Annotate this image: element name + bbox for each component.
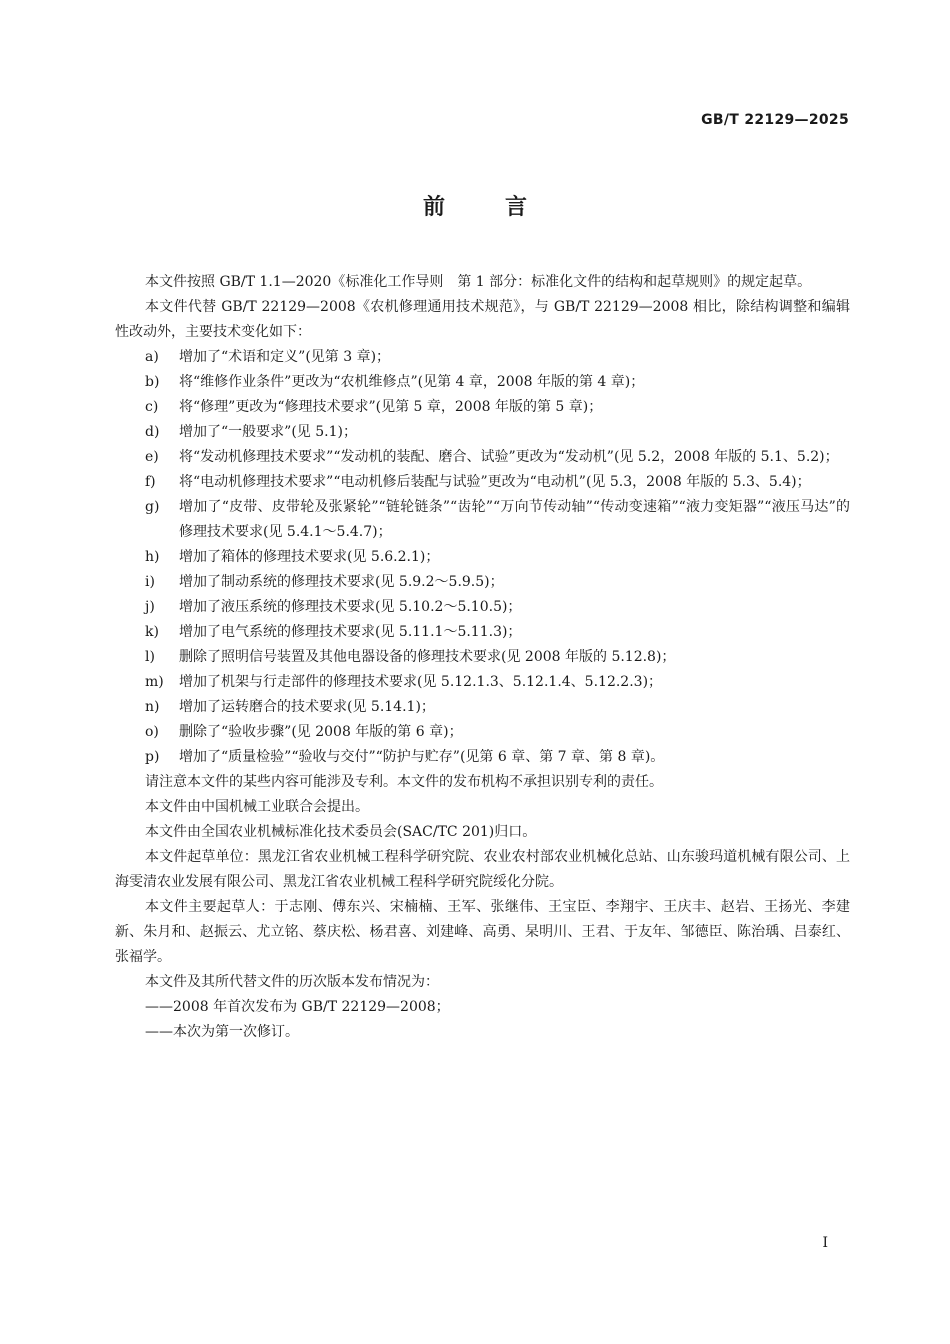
list-item-text: 增加了“一般要求”(见 5.1)； [179,424,357,440]
paragraph-patent-notice: 请注意本文件的某些内容可能涉及专利。本文件的发布机构不承担识别专利的责任。 [145,774,663,790]
list-item-text: 将“电动机修理技术要求”“电动机修后装配与试验”更改为“电动机”(见 5.3，2008 年版的 5.3、5.4)； [179,474,811,490]
list-item [115,695,850,720]
list-item [115,595,850,620]
list-item-text: 增加了“皮带、皮带轮及张紧轮”“链轮链条”“齿轮”“万向节传动轴”“传动变速箱”“液力变矩器”“液压马达”的修理技术要求(见 5.4.1～5.4.7)； [179,499,850,540]
list-item-text: 增加了“术语和定义”(见第 3 章)； [179,349,391,365]
list-item [115,345,850,370]
list-item-text: 将“修理”更改为“修理技术要求”(见第 5 章，2008 年版的第 5 章)； [179,399,603,415]
foreword-body [115,270,850,1045]
list-item-label: d) [145,424,160,440]
list-item [115,670,850,695]
paragraph-drafters: 本文件主要起草人：于志刚、傅东兴、宋楠楠、王军、张继伟、王宝臣、李翔宇、王庆丰、赵岩、王扬光、李建新、朱月和、赵振云、尤立铭、蔡庆松、杨君喜、刘建峰、高勇、杲明川、王君、于友年、邹德臣、陈治瑀、吕泰红、张福学。 [115,899,850,965]
list-item-text: 增加了液压系统的修理技术要求(见 5.10.2～5.10.5)； [179,599,522,615]
list-item-label: h) [145,549,160,565]
paragraph-drafting-units: 本文件起草单位：黑龙江省农业机械工程科学研究院、农业农村部农业机械化总站、山东骏玛道机械有限公司、上海雯清农业发展有限公司、黑龙江省农业机械工程科学研究院绥化分院。 [115,849,850,890]
list-item [115,745,850,770]
list-item-label: m) [145,674,164,690]
list-item [115,495,850,545]
page-number: I [822,1235,828,1251]
list-item-label: a) [145,349,159,365]
list-item-label: k) [145,624,159,640]
list-item-text: 增加了运转磨合的技术要求(见 5.14.1)； [179,699,435,715]
page-title: 前言 [422,195,587,220]
list-item-label: o) [145,724,159,740]
paragraph-proposer: 本文件由中国机械工业联合会提出。 [145,799,369,815]
list-item-label: p) [145,749,160,765]
list-item [115,420,850,445]
list-item-text: 增加了机架与行走部件的修理技术要求(见 5.12.1.3、5.12.1.4、5.12.2.3)； [179,674,663,690]
list-item [115,470,850,495]
paragraph-replacement: 本文件代替 GB/T 22129—2008《农机修理通用技术规范》，与 GB/T 22129—2008 相比，除结构调整和编辑性改动外，主要技术变化如下： [115,299,850,340]
standard-code: GB/T 22129—2025 [701,112,849,128]
list-item-text: 增加了制动系统的修理技术要求(见 5.9.2～5.9.5)； [179,574,504,590]
list-item [115,395,850,420]
list-item [115,570,850,595]
list-item-text: 删除了“验收步骤”(见 2008 年版的第 6 章)； [179,724,463,740]
list-item-label: f) [145,474,156,490]
list-item-label: c) [145,399,159,415]
list-item [115,720,850,745]
list-item-text: 将“维修作业条件”更改为“农机维修点”(见第 4 章，2008 年版的第 4 章)； [179,374,645,390]
list-item-text: 增加了“质量检验”“验收与交付”“防护与贮存”(见第 6 章、第 7 章、第 8 章)。 [179,749,665,765]
list-item-label: j) [145,599,155,615]
list-item-label: n) [145,699,160,715]
list-item-label: e) [145,449,159,465]
list-item-label: g) [145,499,160,515]
list-item [115,445,850,470]
list-item-text: 增加了箱体的修理技术要求(见 5.6.2.1)； [179,549,440,565]
list-item-text: 增加了电气系统的修理技术要求(见 5.11.1～5.11.3)； [179,624,522,640]
paragraph-history-intro: 本文件及其所代替文件的历次版本发布情况为： [145,974,439,990]
history-item: ——本次为第一次修订。 [145,1024,299,1040]
list-item [115,620,850,645]
changes-list [115,345,850,770]
list-item [115,545,850,570]
list-item-label: l) [145,649,155,665]
list-item [115,370,850,395]
list-item-text: 将“发动机修理技术要求”“发动机的装配、磨合、试验”更改为“发动机”(见 5.2，2008 年版的 5.1、5.2)； [179,449,839,465]
list-item-label: b) [145,374,160,390]
history-item: ——2008 年首次发布为 GB/T 22129—2008； [145,999,450,1015]
paragraph-drafting-basis: 本文件按照 GB/T 1.1—2020《标准化工作导则 第 1 部分：标准化文件的结构和起草规则》的规定起草。 [145,274,812,290]
paragraph-committee: 本文件由全国农业机械标准化技术委员会(SAC/TC 201)归口。 [145,824,537,840]
list-item [115,645,850,670]
list-item-label: i) [145,574,155,590]
list-item-text: 删除了照明信号装置及其他电器设备的修理技术要求(见 2008 年版的 5.12.8)； [179,649,676,665]
